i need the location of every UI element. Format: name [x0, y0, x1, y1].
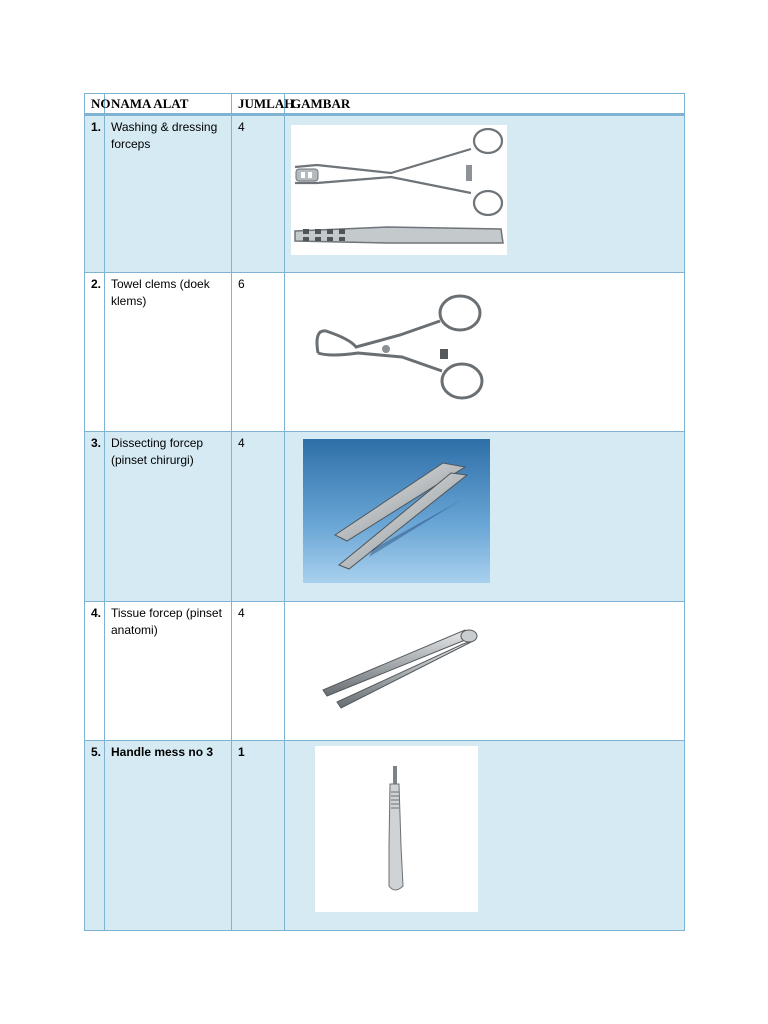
instrument-image-cell	[285, 432, 685, 602]
sponge-holding-forceps-photo	[291, 125, 507, 255]
header-nama-alat: NAMA ALAT	[105, 94, 232, 115]
towel-clamp-photo	[310, 291, 495, 403]
table-row	[85, 602, 685, 741]
instrument-image-cell	[285, 602, 685, 741]
instrument-name: Handle mess no 3	[105, 741, 232, 931]
header-jumlah: JUMLAH	[232, 94, 285, 115]
instrument-quantity: 6	[232, 273, 285, 432]
row-number: 5.	[85, 741, 105, 931]
table-row	[85, 115, 685, 273]
instrument-name: Washing & dressing forceps	[105, 115, 232, 273]
row-number: 1.	[85, 115, 105, 273]
header-gambar: GAMBAR	[285, 94, 685, 115]
row-number: 3.	[85, 432, 105, 602]
instrument-image-cell	[285, 115, 685, 273]
table-row	[85, 273, 685, 432]
instrument-quantity: 4	[232, 432, 285, 602]
instrument-image-cell	[285, 741, 685, 931]
instrument-quantity: 1	[232, 741, 285, 931]
instrument-name: Tissue forcep (pinset anatomi)	[105, 602, 232, 741]
row-number: 4.	[85, 602, 105, 741]
surgical-tweezers-photo	[303, 439, 490, 583]
header-no: NO	[85, 94, 105, 115]
scalpel-handle-photo	[315, 746, 478, 912]
table-row	[85, 432, 685, 602]
table-row	[85, 741, 685, 931]
instrument-image-cell	[285, 273, 685, 432]
instrument-quantity: 4	[232, 602, 285, 741]
anatomical-tweezers-photo	[315, 616, 485, 726]
row-number: 2.	[85, 273, 105, 432]
instrument-quantity: 4	[232, 115, 285, 273]
instrument-table	[84, 93, 685, 931]
instrument-name: Towel clems (doek klems)	[105, 273, 232, 432]
instrument-name: Dissecting forcep (pinset chirurgi)	[105, 432, 232, 602]
